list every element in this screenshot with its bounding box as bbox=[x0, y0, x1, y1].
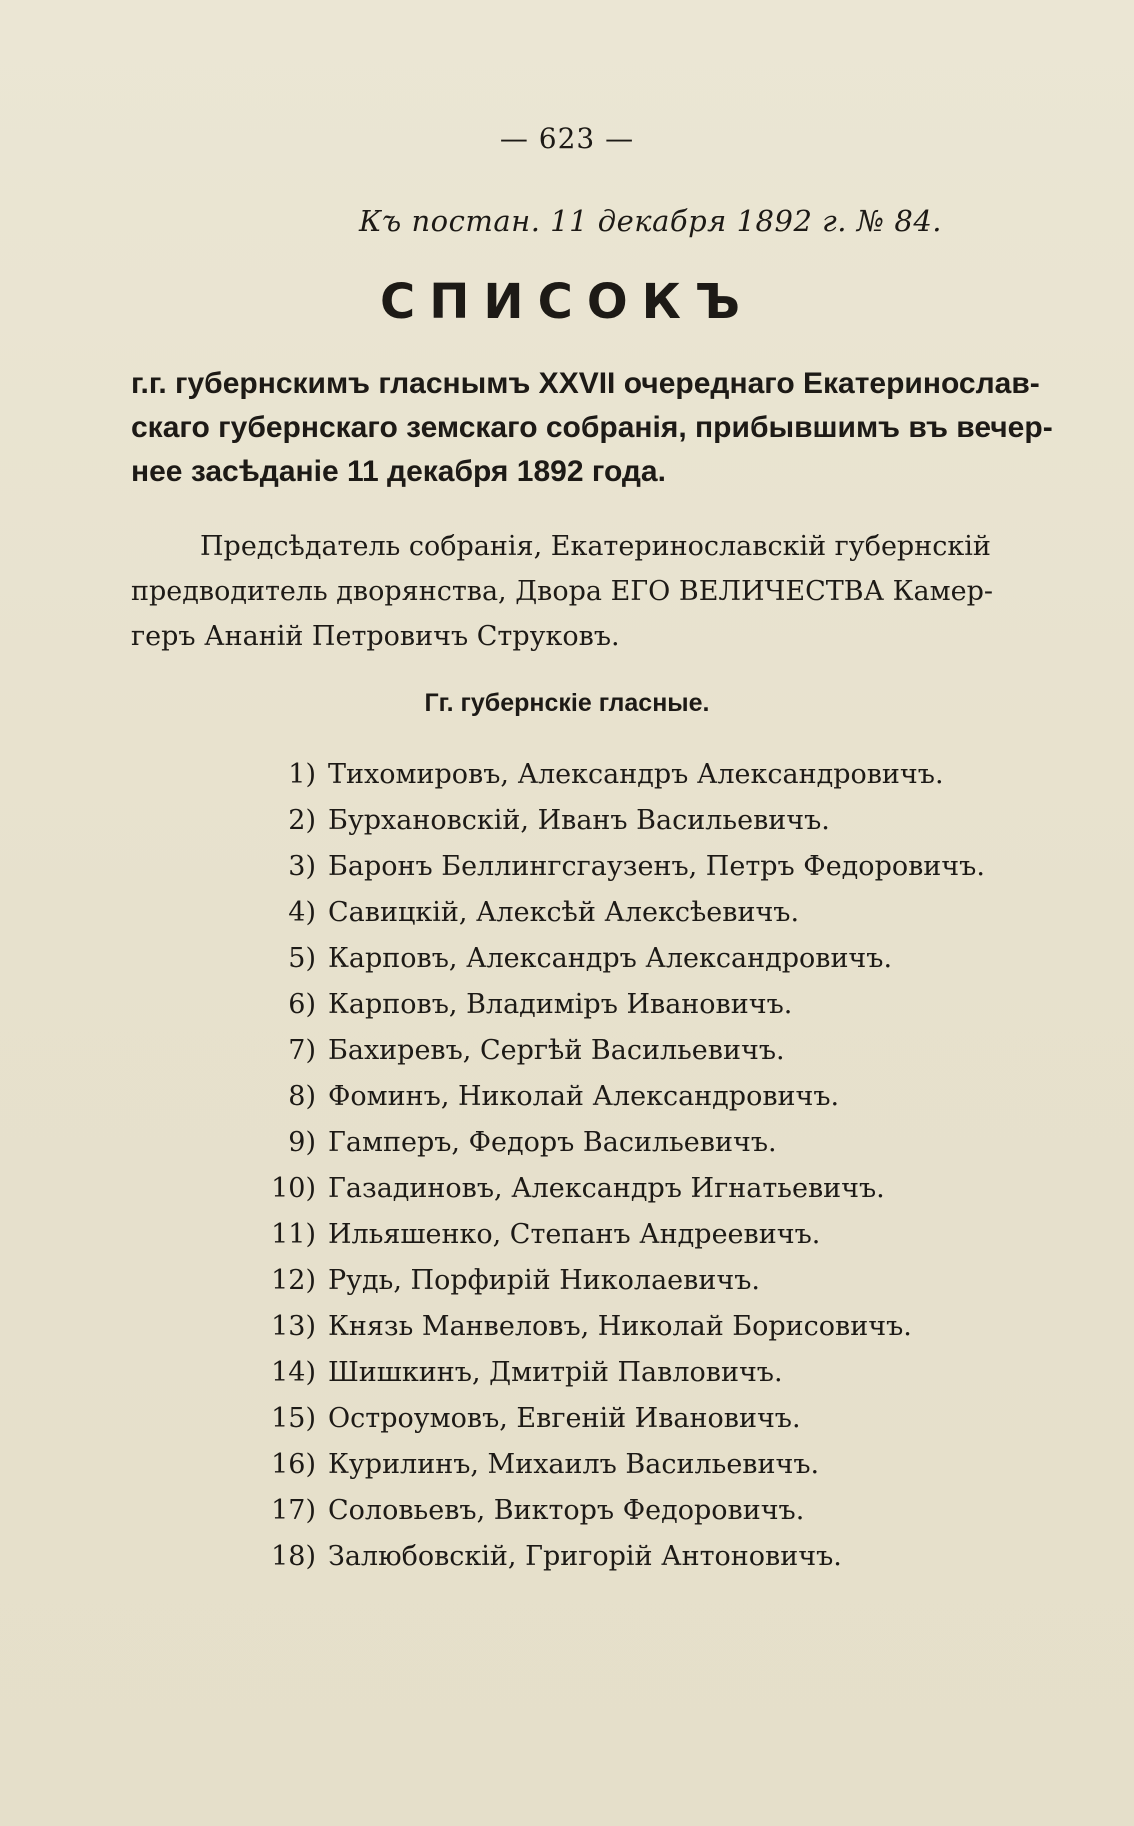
member-name: Карповъ, Александръ Александровичъ. bbox=[328, 943, 893, 974]
member-name: Шишкинъ, Дмитрій Павловичъ. bbox=[328, 1357, 783, 1388]
member-name: Залюбовскій, Григорій Антоновичъ. bbox=[328, 1541, 842, 1572]
item-number: 8) bbox=[288, 1081, 316, 1112]
list-item bbox=[262, 1120, 982, 1166]
chairman-paragraph bbox=[131, 524, 994, 659]
member-name: Бахиревъ, Сергѣй Васильевичъ. bbox=[328, 1035, 785, 1066]
item-number: 16) bbox=[271, 1449, 316, 1480]
list-item bbox=[262, 1166, 982, 1212]
member-name: Тихомировъ, Александръ Александровичъ. bbox=[328, 759, 944, 790]
list-item bbox=[262, 798, 982, 844]
member-name: Остроумовъ, Евгеній Ивановичъ. bbox=[328, 1403, 801, 1434]
member-name: Соловьевъ, Викторъ Федоровичъ. bbox=[328, 1495, 805, 1526]
item-number: 4) bbox=[288, 897, 316, 928]
list-item bbox=[262, 1258, 982, 1304]
member-list bbox=[262, 752, 985, 1580]
item-number: 9) bbox=[288, 1127, 316, 1158]
item-number: 1) bbox=[288, 759, 316, 790]
chairman-line: геръ Ананій Петровичъ Струковъ. bbox=[131, 621, 620, 652]
list-item bbox=[262, 982, 982, 1028]
item-number: 7) bbox=[288, 1035, 316, 1066]
list-item bbox=[262, 1028, 982, 1074]
member-name: Гамперъ, Федоръ Васильевичъ. bbox=[328, 1127, 777, 1158]
item-number: 3) bbox=[288, 851, 316, 882]
item-number: 15) bbox=[271, 1403, 316, 1434]
page-number: — 623 — bbox=[499, 122, 635, 155]
item-number: 11) bbox=[271, 1219, 316, 1250]
member-name: Фоминъ, Николай Александровичъ. bbox=[328, 1081, 840, 1112]
section-heading: Гг. губернскіе гласные. bbox=[424, 689, 710, 717]
member-name: Ильяшенко, Степанъ Андреевичъ. bbox=[328, 1219, 821, 1250]
list-item bbox=[262, 1488, 982, 1534]
member-name: Бурхановскій, Иванъ Васильевичъ. bbox=[328, 805, 830, 836]
member-name: Газадиновъ, Александръ Игнатьевичъ. bbox=[328, 1173, 885, 1204]
subtitle-line: скаго губернскаго земскаго собранія, прибывшимъ въ вечер- bbox=[131, 411, 1053, 444]
member-name: Курилинъ, Михаилъ Васильевичъ. bbox=[328, 1449, 820, 1480]
chairman-line: предводитель дворянства, Двора ЕГО ВЕЛИЧЕСТВА Камер- bbox=[131, 576, 994, 607]
chairman-line: Предсѣдатель собранія, Екатеринославскій губернскій bbox=[200, 531, 991, 562]
document-title: СПИСОКЪ bbox=[380, 274, 754, 330]
member-name: Карповъ, Владиміръ Ивановичъ. bbox=[328, 989, 793, 1020]
list-item bbox=[262, 1534, 982, 1580]
item-number: 17) bbox=[271, 1495, 316, 1526]
list-item bbox=[262, 1396, 982, 1442]
item-number: 14) bbox=[271, 1357, 316, 1388]
list-item bbox=[262, 1442, 982, 1488]
resolution-reference: Къ постан. 11 декабря 1892 г. № 84. bbox=[358, 204, 942, 238]
item-number: 5) bbox=[288, 943, 316, 974]
list-item bbox=[262, 1350, 982, 1396]
list-item bbox=[262, 844, 985, 890]
item-number: 2) bbox=[288, 805, 316, 836]
list-item bbox=[262, 890, 982, 936]
subtitle-line: нее засѣданіе 11 декабря 1892 года. bbox=[131, 455, 666, 488]
list-item bbox=[262, 936, 982, 982]
item-number: 13) bbox=[271, 1311, 316, 1342]
item-number: 6) bbox=[288, 989, 316, 1020]
subtitle-line: г.г. губернскимъ гласнымъ XXVII очереднаго Екатеринослав- bbox=[131, 367, 1040, 400]
item-number: 18) bbox=[271, 1541, 316, 1572]
list-item bbox=[262, 752, 982, 798]
document-subtitle bbox=[131, 362, 1053, 494]
member-name: Князь Манвеловъ, Николай Борисовичъ. bbox=[328, 1311, 912, 1342]
member-name: Рудь, Порфирій Николаевичъ. bbox=[328, 1265, 760, 1296]
member-name: Савицкій, Алексѣй Алексѣевичъ. bbox=[328, 897, 800, 928]
item-number: 12) bbox=[271, 1265, 316, 1296]
list-item bbox=[262, 1074, 982, 1120]
list-item bbox=[262, 1304, 982, 1350]
list-item bbox=[262, 1212, 982, 1258]
item-number: 10) bbox=[271, 1173, 316, 1204]
member-name: Баронъ Беллингсгаузенъ, Петръ Федоровичъ. bbox=[328, 851, 985, 882]
